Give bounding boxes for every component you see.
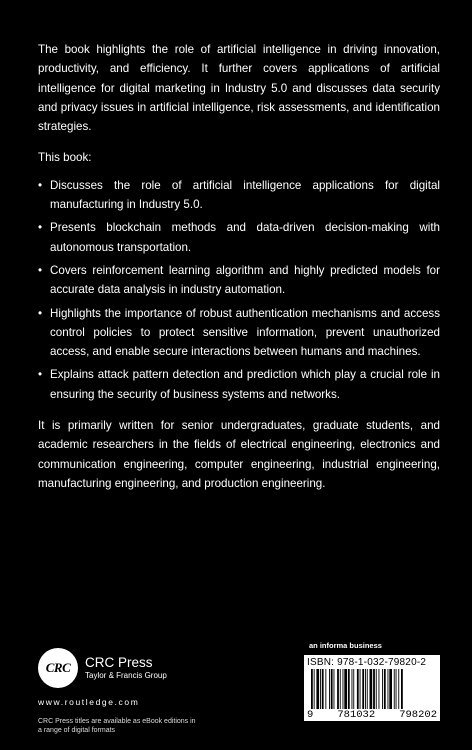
- informa-tagline: an informa business: [309, 641, 382, 650]
- feature-list: [38, 176, 440, 404]
- feature-list-item: • Covers reinforcement learning algorithm and highly predicted models for accurate data analysis in industry automation.: [38, 261, 440, 300]
- feature-list-item: • Explains attack pattern detection and prediction which play a crucial role in ensuring the security of business systems and networks.: [38, 365, 440, 404]
- barcode-digit-first: 9: [307, 709, 314, 721]
- publisher-website: www.routledge.com: [38, 697, 140, 707]
- feature-list-item: • Highlights the importance of robust authentication mechanisms and access control policies to protect sensitive information, prevent unauthorized access, and enable secure interactions between humans and machines.: [38, 304, 440, 362]
- barcode-digits-right: 798202: [399, 709, 437, 721]
- isbn-barcode: [304, 655, 440, 721]
- feature-list-item: • Discusses the role of artificial intelligence applications for digital manufacturing in Industry 5.0.: [38, 176, 440, 215]
- lead-in-text: This book:: [38, 151, 92, 165]
- feature-list-item: • Presents blockchain methods and data-driven decision-making with autonomous transportation.: [38, 218, 440, 257]
- publisher-group: Taylor & Francis Group: [85, 671, 167, 680]
- publisher-block: [38, 648, 238, 735]
- crc-logo: CRC: [38, 648, 78, 688]
- intro-paragraph: The book highlights the role of artificial intelligence in driving innovation, productivity, and efficiency. It further covers applications of artificial intelligence for digital marketing in Industry 5.0 and discusses data security and privacy issues in artificial intelligence, risk assessments, and identification strategies.: [38, 43, 440, 134]
- back-cover-blurb: [38, 40, 440, 505]
- publisher-logo-row: [38, 648, 238, 688]
- ebook-note: CRC Press titles are available as eBook editions in a range of digital formats: [38, 718, 196, 734]
- publisher-name: CRC Press: [85, 655, 153, 670]
- publisher-name-block: [85, 655, 167, 681]
- audience-paragraph: It is primarily written for senior undergraduates, graduate students, and academic researchers in the fields of electrical engineering, electronics and communication engineering, computer engineering, industrial engineering, manufacturing engineering, and production engineering.: [38, 419, 440, 490]
- barcode-digits-left: 781032: [337, 709, 376, 721]
- barcode-bars: [307, 669, 437, 709]
- barcode-digits: [307, 709, 437, 721]
- isbn-text: ISBN: 978-1-032-79820-2: [307, 657, 427, 668]
